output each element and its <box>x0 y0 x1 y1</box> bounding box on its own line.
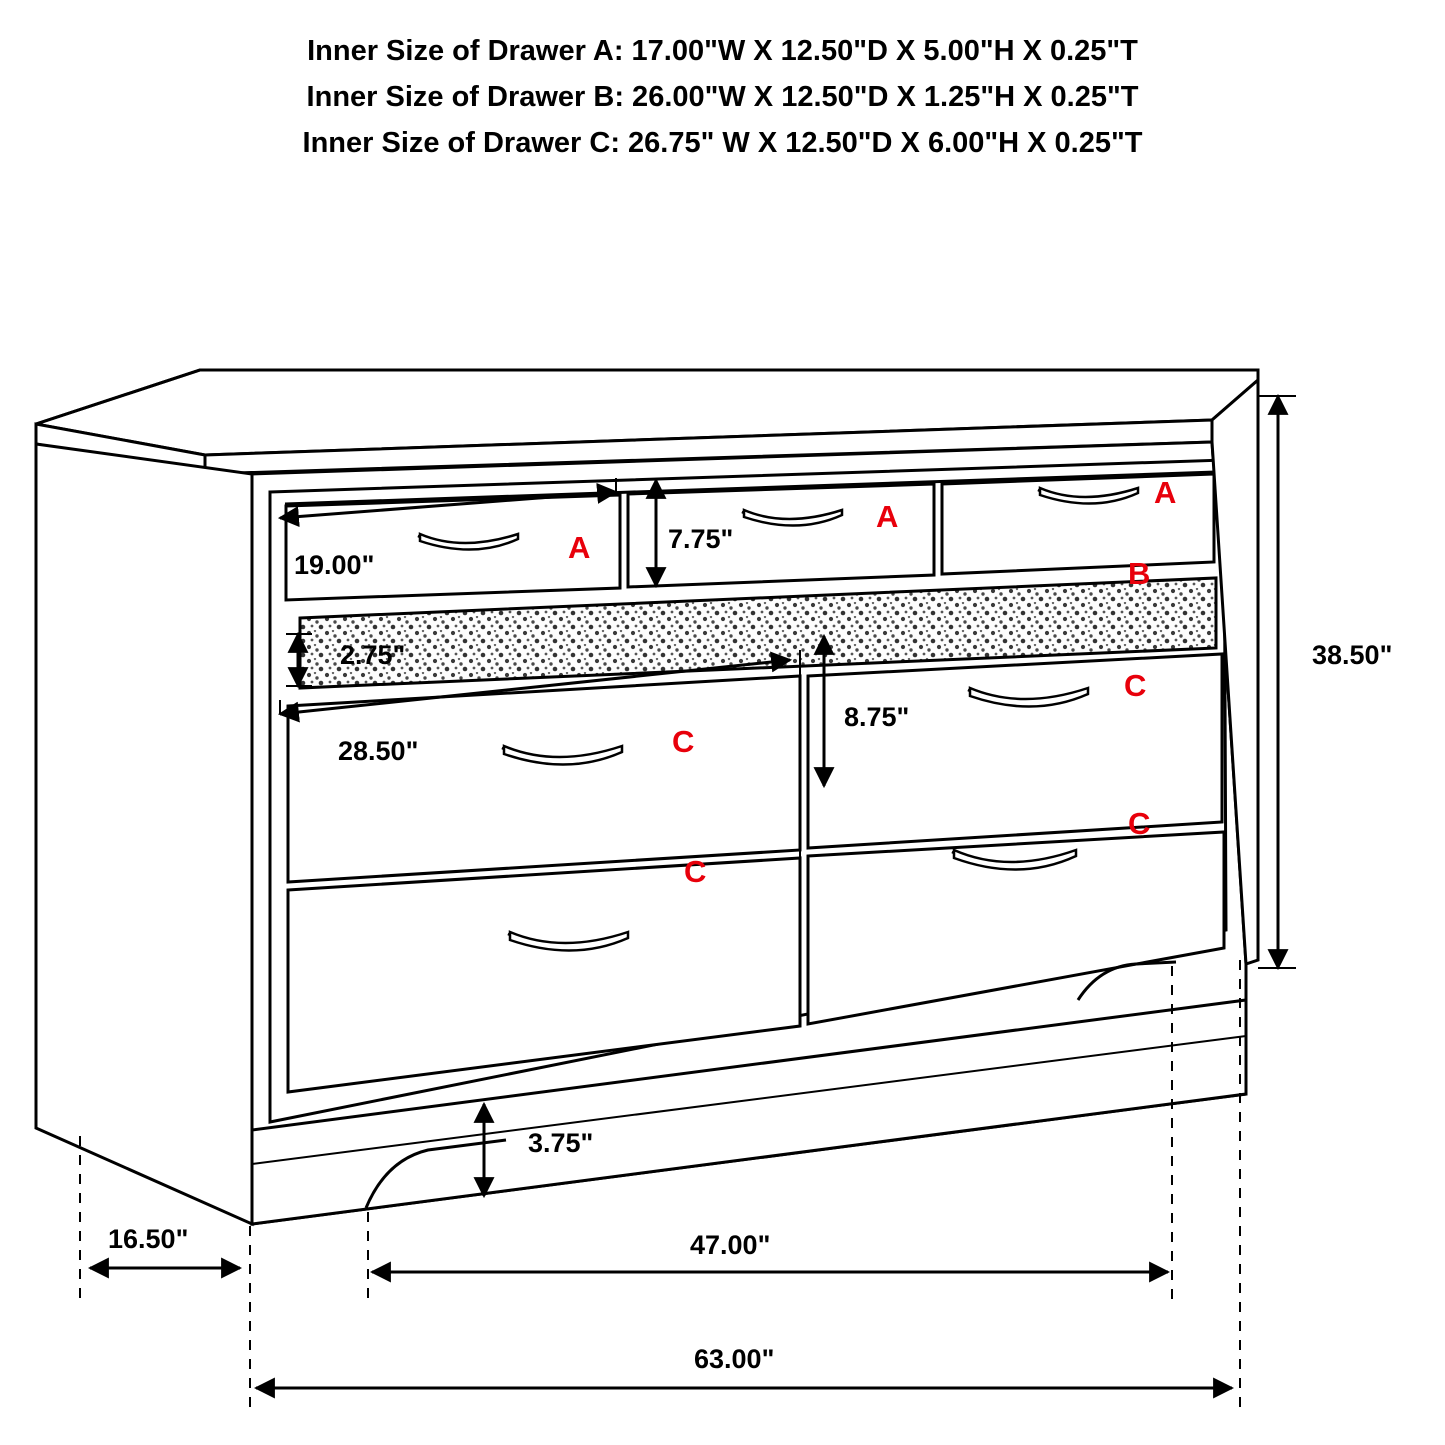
dim-label-6300: 63.00" <box>694 1344 775 1374</box>
dim-label-875: 8.75" <box>844 702 910 732</box>
dim-label-2850: 28.50" <box>338 736 419 766</box>
drawer-label-a2: A <box>876 499 899 534</box>
drawer-c-mid-right <box>808 654 1222 848</box>
drawer-label-c2: C <box>1124 668 1147 703</box>
dim-label-1650: 16.50" <box>108 1224 189 1254</box>
drawer-c-mid-left <box>288 676 800 882</box>
drawer-label-c3: C <box>684 854 707 889</box>
spec-line-b: Inner Size of Drawer B: 26.00"W X 12.50"D X 1.25"H X 0.25"T <box>306 81 1139 113</box>
spec-line-c: Inner Size of Drawer C: 26.75" W X 12.50"D X 6.00"H X 0.25"T <box>302 127 1143 159</box>
dim-total-height <box>1258 396 1296 968</box>
spec-line-a: Inner Size of Drawer A: 17.00"W X 12.50"D X 5.00"H X 0.25"T <box>307 35 1138 67</box>
dim-label-775: 7.75" <box>668 524 734 554</box>
drawer-label-a1: A <box>568 530 591 565</box>
dim-label-4700: 47.00" <box>690 1230 771 1260</box>
drawer-label-c4: C <box>1128 806 1151 841</box>
drawer-label-b1: B <box>1128 556 1151 591</box>
dim-label-275: 2.75" <box>340 640 406 670</box>
dim-label-19: 19.00" <box>294 550 375 580</box>
dim-label-375: 3.75" <box>528 1128 594 1158</box>
drawer-label-a3: A <box>1154 475 1177 510</box>
dim-label-3850: 38.50" <box>1312 640 1393 670</box>
drawer-label-c1: C <box>672 724 695 759</box>
